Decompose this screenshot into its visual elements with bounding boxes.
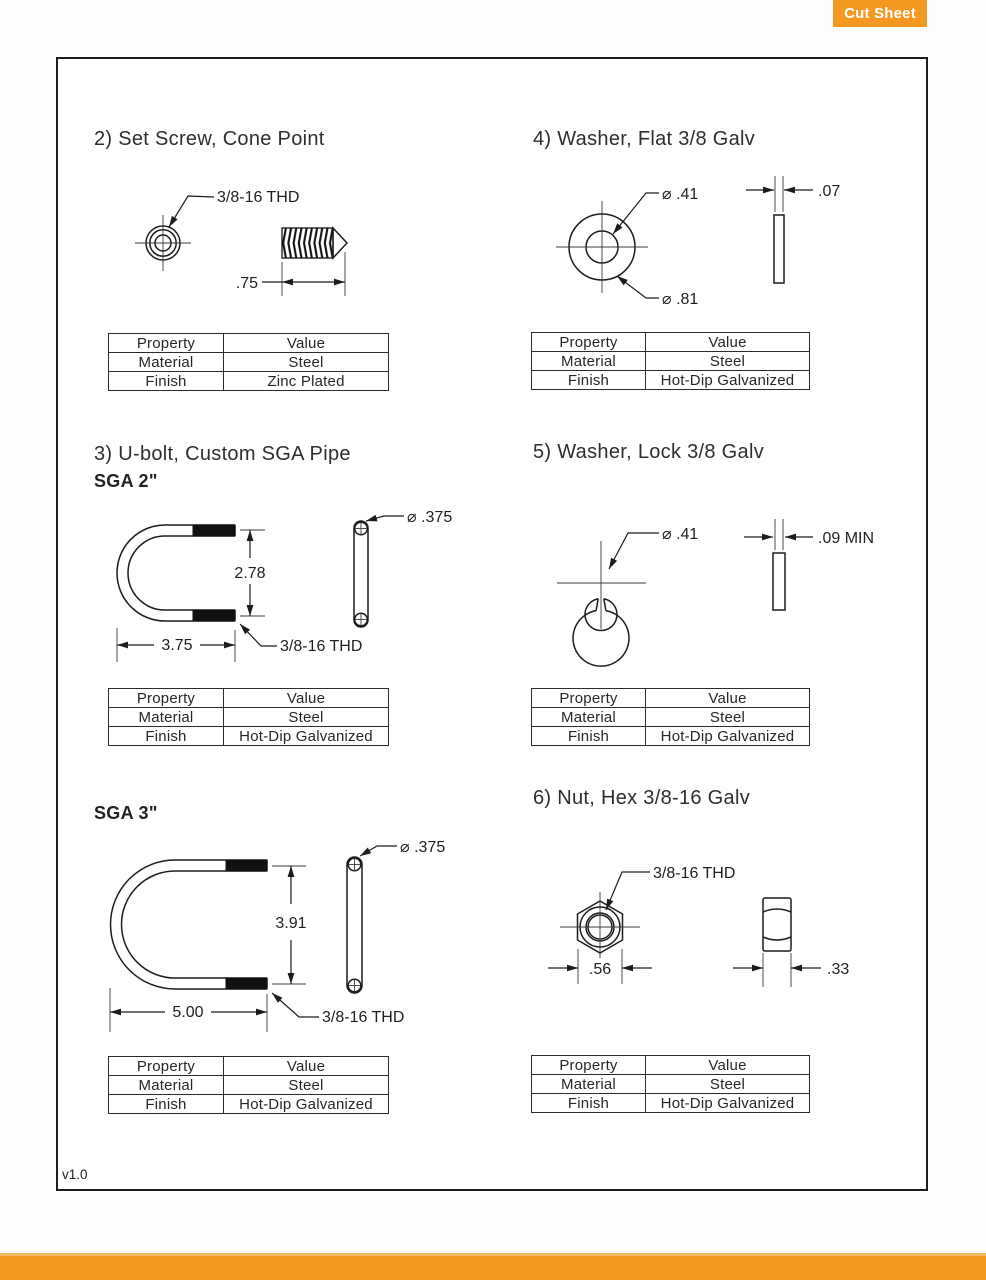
properties-table-set-screw <box>108 333 389 391</box>
table-header-value: Value <box>646 333 810 352</box>
dim-label-sga2-thread: 3/8-16 THD <box>280 638 363 655</box>
dim-label-sga3-rod: ⌀ .375 <box>400 839 446 856</box>
section-title-nut: 6) Nut, Hex 3/8-16 Galv <box>533 787 750 809</box>
dim-label-washerflat-od: ⌀ .81 <box>662 291 699 308</box>
dim-label-nut-width: .56 <box>588 961 612 978</box>
dim-label-sga2-width: 3.75 <box>161 637 193 654</box>
table-cell-finish-value: Hot-Dip Galvanized <box>646 727 810 746</box>
table-cell-material-label: Material <box>109 708 224 727</box>
dim-label-sga3-width: 5.00 <box>172 1004 204 1021</box>
table-header-value: Value <box>224 689 389 708</box>
table-cell-material-value: Steel <box>224 708 389 727</box>
table-cell-finish-value: Hot-Dip Galvanized <box>224 727 389 746</box>
dim-label-washerlock-id: ⌀ .41 <box>662 526 699 543</box>
dim-label-setscrew-length: .75 <box>235 275 258 292</box>
table-cell-finish-value: Zinc Plated <box>224 372 389 391</box>
cut-sheet-tab[interactable]: Cut Sheet <box>833 0 927 27</box>
section-title-set-screw: 2) Set Screw, Cone Point <box>94 128 325 150</box>
table-cell-material-label: Material <box>532 708 646 727</box>
table-header-property: Property <box>532 689 646 708</box>
table-cell-material-value: Steel <box>646 1075 810 1094</box>
table-header-value: Value <box>224 1057 389 1076</box>
table-cell-finish-label: Finish <box>532 727 646 746</box>
section-title-ubolt: 3) U-bolt, Custom SGA Pipe <box>94 443 351 465</box>
version-label: v1.0 <box>62 1167 88 1182</box>
properties-table-washer-flat <box>531 332 810 390</box>
subsection-label-sga2: SGA 2" <box>94 471 158 491</box>
bottom-accent-bar <box>0 1253 986 1280</box>
table-cell-finish-value: Hot-Dip Galvanized <box>646 1094 810 1113</box>
table-header-property: Property <box>109 1057 224 1076</box>
table-cell-material-value: Steel <box>224 353 389 372</box>
table-header-property: Property <box>109 334 224 353</box>
dim-label-washerflat-thickness: .07 <box>818 183 841 200</box>
table-header-property: Property <box>532 333 646 352</box>
ubolt-sga3-drawing <box>110 839 445 1032</box>
table-cell-finish-label: Finish <box>109 372 224 391</box>
set-screw-drawing <box>135 189 347 296</box>
washer-lock-drawing <box>557 519 874 666</box>
washer-flat-drawing <box>556 176 840 308</box>
table-cell-material-label: Material <box>109 353 224 372</box>
table-cell-finish-value: Hot-Dip Galvanized <box>224 1095 389 1114</box>
dim-label-nut-thickness: .33 <box>827 961 850 978</box>
table-cell-material-value: Steel <box>224 1076 389 1095</box>
properties-table-nut <box>531 1055 810 1113</box>
table-cell-material-value: Steel <box>646 352 810 371</box>
subsection-label-sga3: SGA 3" <box>94 803 158 823</box>
dim-label-washerlock-thickness: .09 MIN <box>818 530 875 547</box>
table-header-value: Value <box>646 689 810 708</box>
table-cell-material-label: Material <box>532 1075 646 1094</box>
table-cell-finish-value: Hot-Dip Galvanized <box>646 371 810 390</box>
table-cell-material-label: Material <box>109 1076 224 1095</box>
ubolt-sga2-drawing <box>117 509 452 662</box>
table-cell-finish-label: Finish <box>532 371 646 390</box>
dim-label-sga3-thread: 3/8-16 THD <box>322 1009 405 1026</box>
dim-label-nut-thread: 3/8-16 THD <box>653 865 736 882</box>
properties-table-washer-lock <box>531 688 810 746</box>
table-header-value: Value <box>224 334 389 353</box>
properties-table-ubolt-sga2 <box>108 688 389 746</box>
table-cell-material-label: Material <box>532 352 646 371</box>
section-title-washer-lock: 5) Washer, Lock 3/8 Galv <box>533 441 764 463</box>
table-cell-finish-label: Finish <box>532 1094 646 1113</box>
table-cell-finish-label: Finish <box>109 727 224 746</box>
dim-label-setscrew-thread: 3/8-16 THD <box>217 189 300 206</box>
dim-label-sga3-height: 3.91 <box>275 915 307 932</box>
nut-hex-drawing <box>548 865 849 987</box>
table-header-property: Property <box>109 689 224 708</box>
table-cell-material-value: Steel <box>646 708 810 727</box>
dim-label-sga2-height: 2.78 <box>234 565 266 582</box>
section-title-washer-flat: 4) Washer, Flat 3/8 Galv <box>533 128 756 150</box>
table-cell-finish-label: Finish <box>109 1095 224 1114</box>
table-header-value: Value <box>646 1056 810 1075</box>
properties-table-ubolt-sga3 <box>108 1056 389 1114</box>
table-header-property: Property <box>532 1056 646 1075</box>
dim-label-washerflat-id: ⌀ .41 <box>662 186 699 203</box>
dim-label-sga2-rod: ⌀ .375 <box>407 509 453 526</box>
